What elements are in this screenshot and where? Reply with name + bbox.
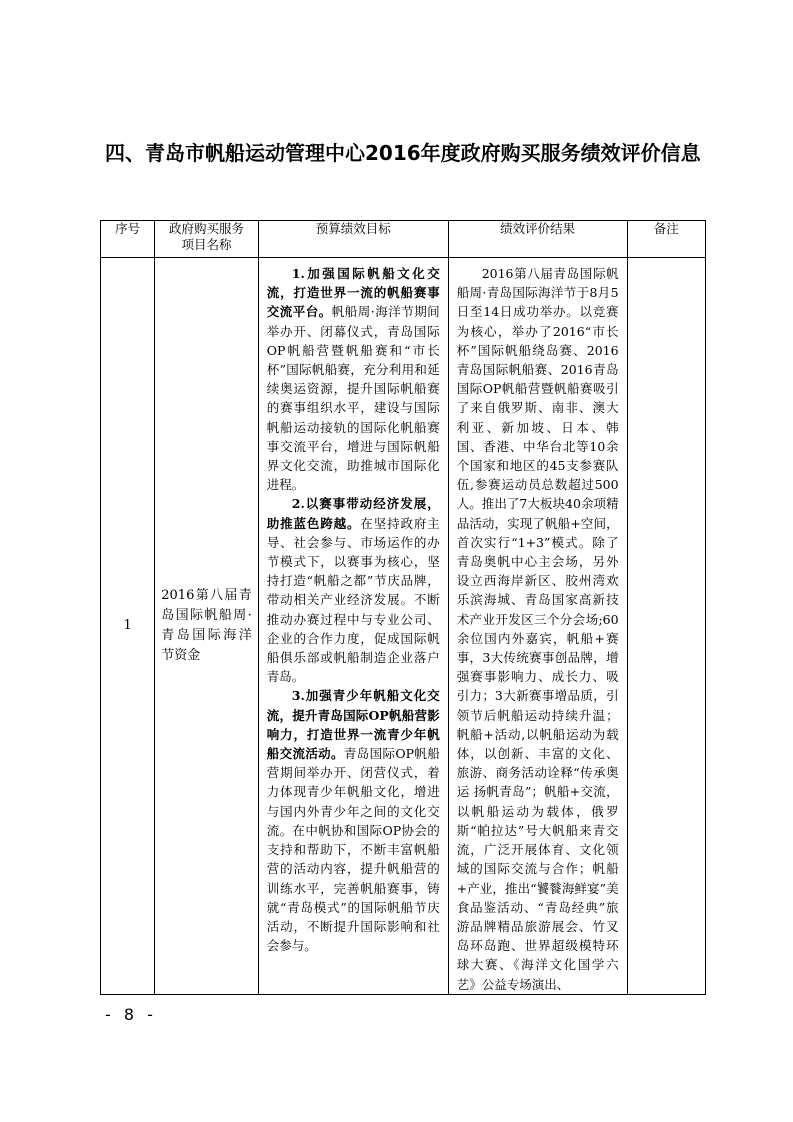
- header-note: 备注: [627, 221, 705, 258]
- goal-paragraph-1: 1.加强国际帆船文化交流，打造世界一流的帆船赛事交流平台。帆船周·海洋节期间举办开、闭幕仪式，青岛国际OP帆船营暨帆船赛和“市长杯”国际帆船赛，充分利用和延续奥运资源，提升国际帆船赛的赛事组织水平，建设与国际帆船运动接轨的国际化帆船赛事交流平台，增进与国际帆船界文化交流，助推城市国际化进程。: [266, 266, 440, 493]
- page-number: - 8 -: [105, 1005, 157, 1024]
- result-paragraph: 2016第八届青岛国际帆船周·青岛国际海洋节于8月5日至14日成功举办。以竞赛为核心，举办了2016“市长杯”国际帆船绕岛赛、2016青岛国际帆船赛、2016青岛国际OP帆船营暨帆船赛吸引了来自俄罗斯、南非、澳大利亚、新加坡、日本、韩国、香港、中华台北等10余个国家和地区的45支参赛队伍,参赛运动员总数超过500人。推出了7大板块40余项精品活动，实现了帆船+空间，首次实行“1+3”模式。除了青岛奥帆中心主会场，另外设立西海岸新区、胶州湾欢乐滨海城、青岛国家高新技术产业开发区三个分会场;60余位国内外嘉宾，帆船+赛事，3大传统赛事创品牌，增强赛事影响力、成长力、吸引力；3大新赛事增品质，引领节后帆船运动持续升温；帆船+活动,以帆船运动为载体，以创新、丰富的文化、旅游、商务活动诠释“传承奥运 扬帆青岛”；帆船+交流，以帆船运动为载体，俄罗斯“帕拉达”号大帆船来青交流，广泛开展体育、文化领域的国际交流与合作；帆船+产业，推出“饕餮海鲜宴”美食品鉴活动、“青岛经典”旅游品牌精品旅游展会、竹叉岛环岛跑、世界超级模特环球大赛、《海洋文化国学六艺》公益专场演出、: [456, 266, 619, 992]
- header-evaluation-result: 绩效评价结果: [448, 221, 627, 258]
- row-seq: 1: [101, 258, 155, 995]
- table-row: [101, 258, 706, 995]
- page-title: 四、青岛市帆船运动管理中心2016年度政府购买服务绩效评价信息: [105, 141, 701, 165]
- row-note: [627, 258, 705, 995]
- row-budget-goal: [258, 258, 448, 995]
- header-seq: 序号: [101, 221, 155, 258]
- goal-paragraph-3: 3.加强青少年帆船文化交流，提升青岛国际OP帆船营影响力，打造世界一流青少年帆船交流活动。青岛国际OP帆船营期间举办开、闭营仪式，着力体现青少年帆船文化，增进与国内外青少年之间的文化交流。在中帆协和国际OP协会的支持和帮助下，不断丰富帆船营的活动内容，提升帆船营的训练水平，完善帆船赛事，铸就“青岛模式”的国际帆船节庆活动，不断提升国际影响和社会参与。: [266, 688, 440, 954]
- header-project-name: 政府购买服务项目名称: [155, 221, 259, 258]
- table-header-row: [101, 221, 706, 258]
- row-project-name: 2016第八届青岛国际帆船周·青岛国际海洋节资金: [155, 258, 259, 995]
- row-evaluation-result: [448, 258, 627, 995]
- goal-paragraph-2: 2.以赛事带动经济发展，助推蓝色跨越。在坚持政府主导、社会参与、市场运作的办节模式下，以赛事为核心，坚持打造“帆船之都”节庆品牌，带动相关产业经济发展。不断推动办赛过程中与专业公司、企业的合作力度，促成国际帆船俱乐部或帆船制造企业落户青岛。: [266, 496, 440, 685]
- performance-table: [100, 220, 706, 995]
- header-budget-goal: 预算绩效目标: [258, 221, 448, 258]
